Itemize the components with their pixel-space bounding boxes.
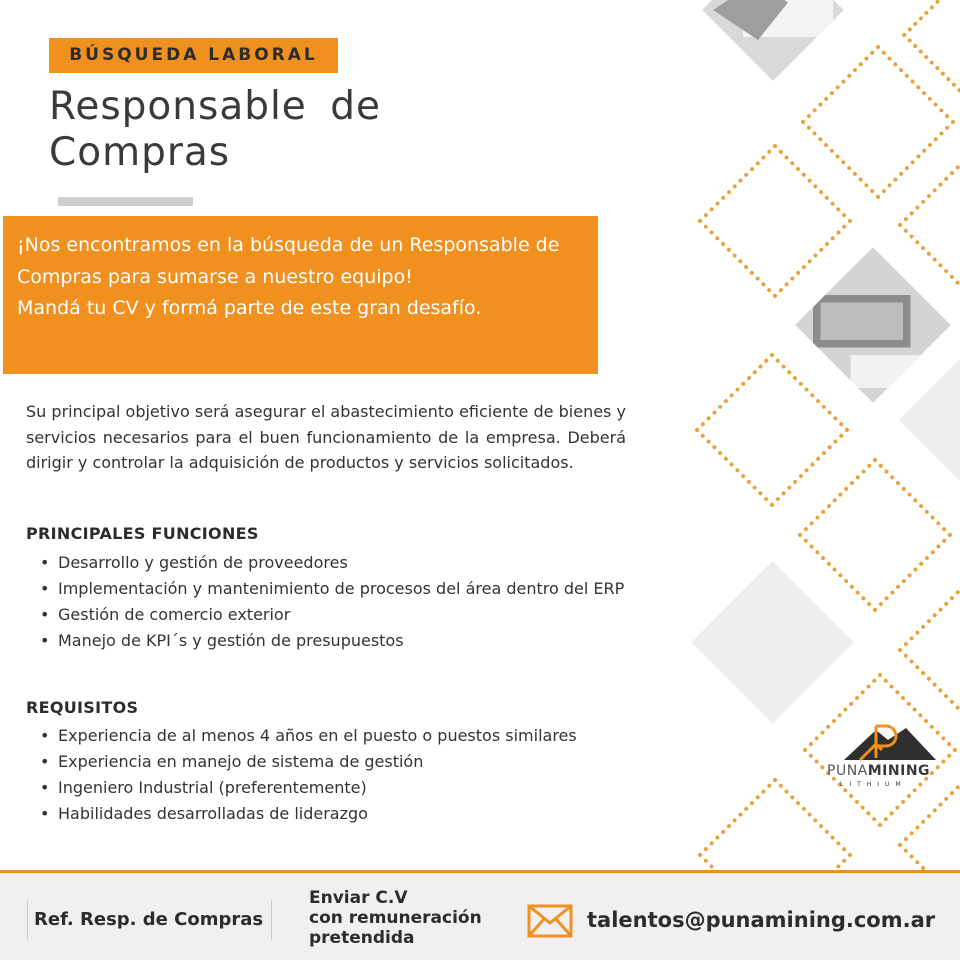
dotted-diamond <box>797 457 953 613</box>
dotted-diamond <box>697 777 853 870</box>
send-line-3: pretendida <box>309 928 415 948</box>
envelope-icon <box>527 904 573 938</box>
job-description: Su principal objetivo será asegurar el abastecimiento eficiente de bienes y servicios necesarios para el buen funcionamiento de la empresa. Deberá dirigir y controlar la adquisición de productos y servicios solicitados. <box>26 402 626 472</box>
dotted-diamond <box>697 143 853 299</box>
list-item: • Gestión de comercio exterior <box>36 602 626 628</box>
send-line-2: con remuneración <box>309 908 482 928</box>
contact-email[interactable]: talentos@punamining.com.ar <box>587 908 936 932</box>
photo-diamond-top <box>702 0 843 81</box>
punamining-logo-icon <box>826 720 938 790</box>
intro-call-to-action: Mandá tu CV y formá parte de este gran desafío. <box>17 297 482 319</box>
requisitos-heading: REQUISITOS <box>26 698 139 717</box>
logo-wordmark <box>827 763 930 779</box>
photo-diamond-middle <box>795 247 951 403</box>
intro-banner <box>3 216 598 374</box>
grey-diamond <box>691 561 854 724</box>
title-line-2: Compras <box>49 130 231 175</box>
list-item: • Experiencia en manejo de sistema de gestión <box>36 749 596 775</box>
logo-word-mining: MINING <box>867 763 931 779</box>
dotted-diamond <box>694 352 850 508</box>
logo-subtitle: LITHIUM <box>840 781 907 788</box>
requisitos-list <box>36 723 596 827</box>
list-item: • Manejo de KPI´s y gestión de presupuestos <box>36 628 626 654</box>
page-title <box>49 84 469 176</box>
send-line-1: Enviar C.V <box>309 888 408 908</box>
send-cv-instructions <box>309 888 509 948</box>
funciones-heading: PRINCIPALES FUNCIONES <box>26 524 259 543</box>
list-item: • Implementación y mantenimiento de procesos del área dentro del ERP <box>36 576 626 602</box>
list-item: • Desarrollo y gestión de proveedores <box>36 550 626 576</box>
dotted-diamond <box>800 44 956 200</box>
grey-diamond <box>899 349 960 490</box>
reference-label: Ref. Resp. de Compras <box>27 900 272 940</box>
logo-word-puna: PUNA <box>827 763 868 779</box>
title-underline <box>58 197 193 206</box>
intro-text: ¡Nos encontramos en la búsqueda de un Responsable de Compras para sumarse a nuestro equipo! <box>17 234 560 288</box>
list-item: • Habilidades desarrolladas de liderazgo <box>36 801 596 827</box>
funciones-list <box>36 550 626 654</box>
title-line-1: Responsable de <box>49 84 381 129</box>
list-item: • Ingeniero Industrial (preferentemente) <box>36 775 596 801</box>
job-tag: BÚSQUEDA LABORAL <box>49 38 338 73</box>
list-item: • Experiencia de al menos 4 años en el puesto o puestos similares <box>36 723 596 749</box>
